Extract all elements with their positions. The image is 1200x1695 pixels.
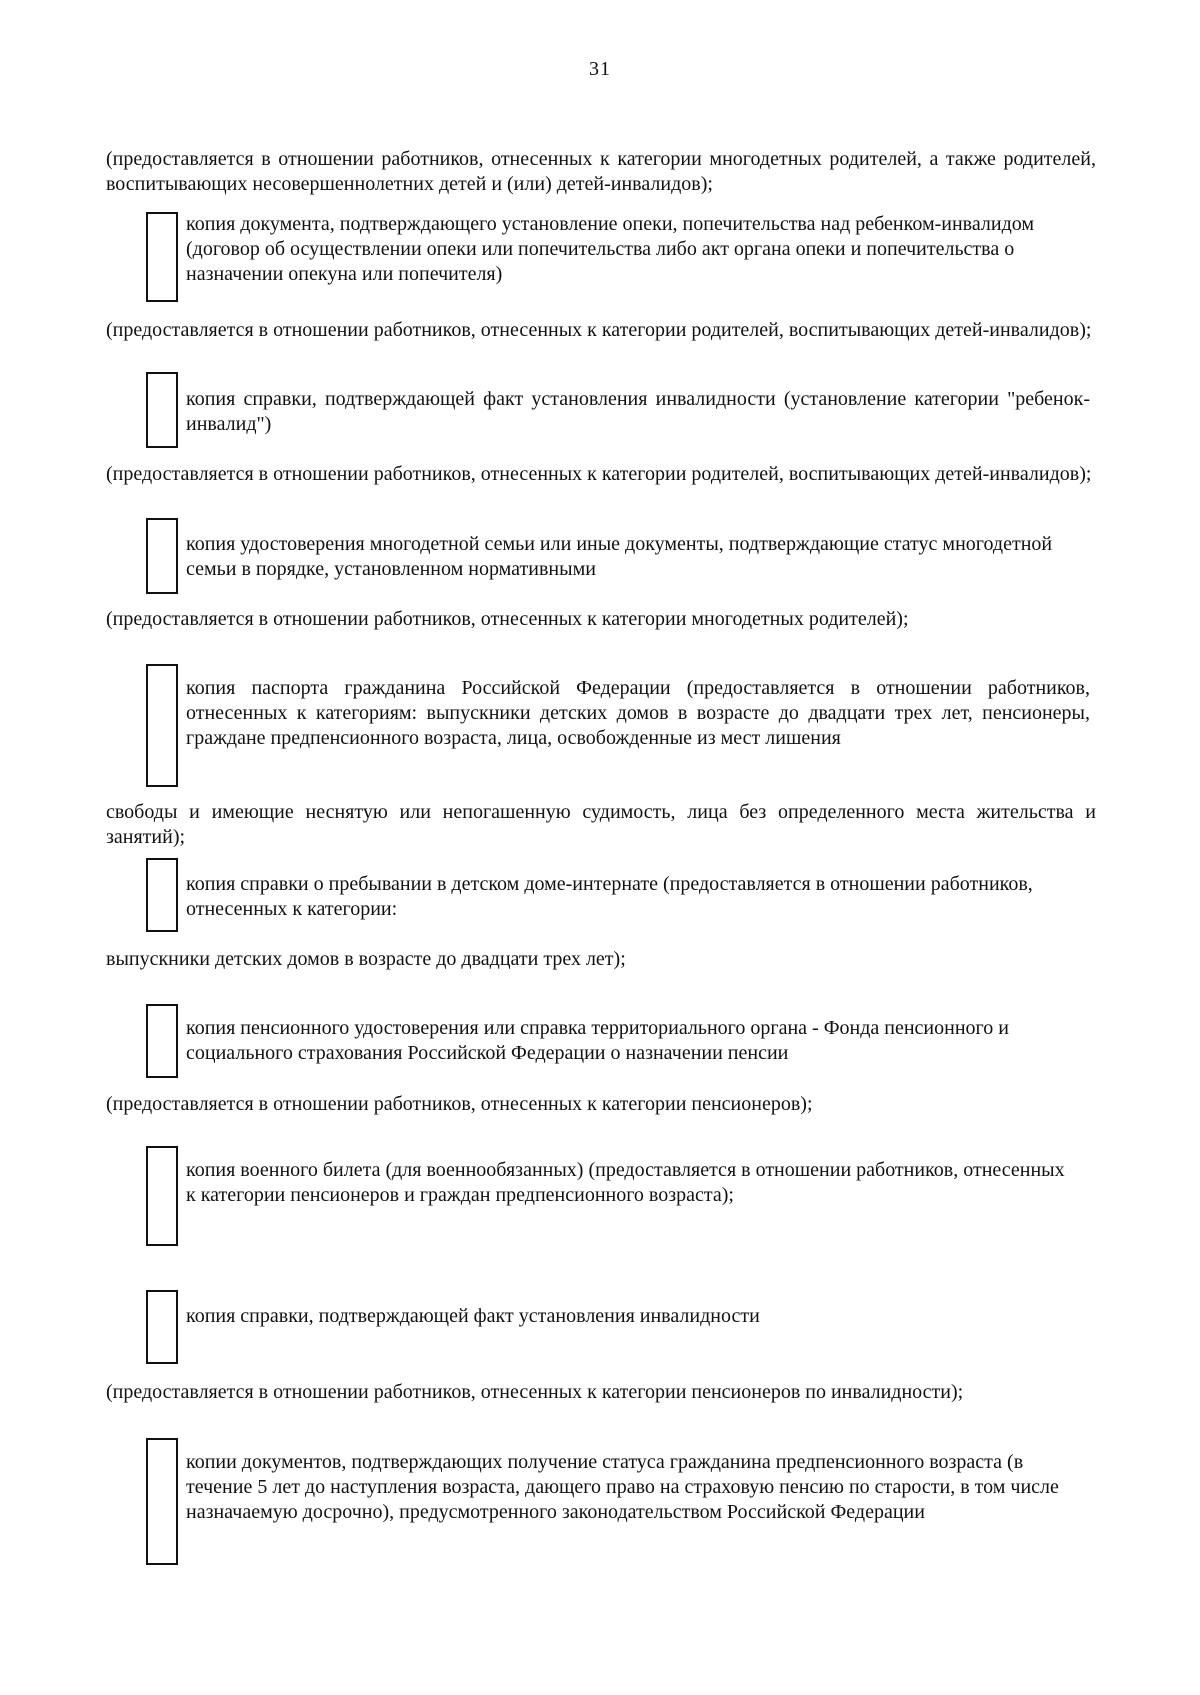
checkbox[interactable]	[146, 518, 178, 594]
checkbox[interactable]	[146, 1146, 178, 1246]
checkbox[interactable]	[146, 212, 178, 302]
page-number: 31	[589, 58, 611, 80]
item-text: копия удостоверения многодетной семьи или иные документы, подтверждающие статус многодетной семьи в порядке, установленном нормативными	[186, 533, 1053, 580]
note-text: (предоставляется в отношении работников, отнесенных к категории родителей, воспитывающих детей-инвалидов);	[106, 463, 1092, 485]
note-text: свободы и имеющие неснятую или непогашенную судимость, лица без определенного места жительства и занятий);	[106, 801, 1096, 848]
note-text: (предоставляется в отношении работников, отнесенных к категории пенсионеров);	[106, 1093, 813, 1115]
item-text: копия военного билета (для военнообязанных) (предоставляется в отношении работников, отнесенных к категории пенсионеров и граждан предпенсионного возраста);	[186, 1159, 1065, 1206]
item-text: копия пенсионного удостоверения или справка территориального органа - Фонда пенсионного и социального страхования Российской Федерации о назначении пенсии	[186, 1017, 1009, 1064]
item-text: копия паспорта гражданина Российской Федерации (предоставляется в отношении работников, отнесенных к категориям: выпускники детских домов в возрасте до двадцати трех лет, пенсионеры, граждане предпенсионного возраста, лица, освобожденные из мест лишения	[186, 677, 1090, 749]
item-text: копия документа, подтверждающего установление опеки, попечительства над ребенком-инвалидом (договор об осуществлении опеки или попечительства либо акт органа опеки и попечительства о назначении опекуна или попечителя)	[186, 213, 1035, 285]
note-text: (предоставляется в отношении работников, отнесенных к категории многодетных родителей);	[106, 608, 909, 630]
note-text: (предоставляется в отношении работников, отнесенных к категории многодетных родителей, а также родителей, воспитывающих несовершеннолетних детей и (или) детей-инвалидов);	[106, 148, 1096, 195]
note-text: (предоставляется в отношении работников, отнесенных к категории родителей, воспитывающих детей-инвалидов);	[106, 319, 1092, 341]
note-text: (предоставляется в отношении работников, отнесенных к категории пенсионеров по инвалидности);	[106, 1381, 964, 1403]
checkbox[interactable]	[146, 1004, 178, 1078]
checkbox[interactable]	[146, 1290, 178, 1364]
item-text: копии документов, подтверждающих получение статуса гражданина предпенсионного возраста (в течение 5 лет до наступления возраста, дающего право на страховую пенсию по старости, в том числе назначаемую досрочно), предусмотренного законодательством Российской Федерации	[186, 1451, 1059, 1523]
checkbox[interactable]	[146, 372, 178, 448]
item-text: копия справки, подтверждающей факт установления инвалидности (установление категории "ребенок-инвалид")	[186, 388, 1090, 435]
item-text: копия справки о пребывании в детском доме-интернате (предоставляется в отношении работников, отнесенных к категории:	[186, 873, 1033, 920]
checkbox[interactable]	[146, 858, 178, 932]
checkbox[interactable]	[146, 664, 178, 787]
checkbox[interactable]	[146, 1438, 178, 1565]
note-text: выпускники детских домов в возрасте до двадцати трех лет);	[106, 948, 626, 970]
item-text: копия справки, подтверждающей факт установления инвалидности	[186, 1305, 760, 1327]
